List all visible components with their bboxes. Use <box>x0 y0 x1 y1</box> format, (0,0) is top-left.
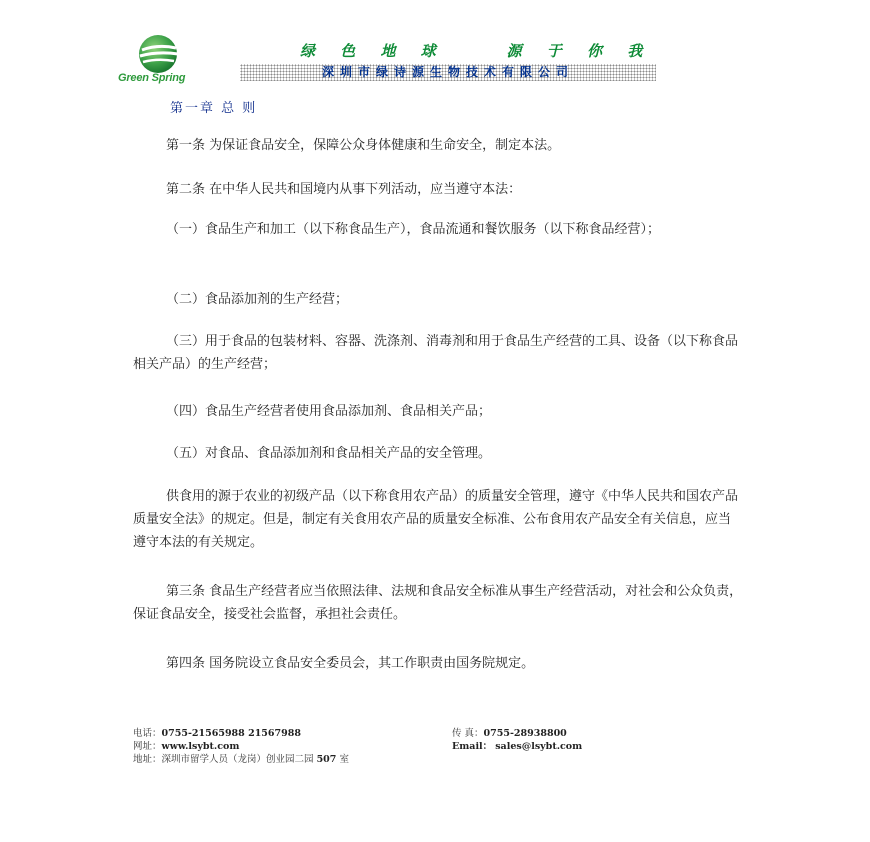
article-paragraph: 供食用的源于农业的初级产品（以下称食用农产品）的质量安全管理，遵守《中华人民共和国农产品质量安全法》的规定。但是，制定有关食用农产品的质量安全标准、公布食用农产品安全有关信息，应当遵守本法的有关规定。 <box>133 489 739 550</box>
email-link[interactable]: sales@lsybt.com <box>495 741 583 752</box>
green-spring-logo-icon <box>118 34 204 74</box>
fax-number: 0755-28938800 <box>483 728 567 739</box>
phone-number: 0755-21565988 21567988 <box>161 728 301 739</box>
footer-fax-line: 传 真：0755-28938800 <box>452 728 567 739</box>
footer-address-line: 地址：深圳市留学人员（龙岗）创业园二园 507 室 <box>133 754 349 765</box>
company-name: 深圳市绿诗源生物技术有限公司 <box>321 65 574 79</box>
article-paragraph: （三）用于食品的包装材料、容器、洗涤剂、消毒剂和用于食品生产经营的工具、设备（以下称食品相关产品）的生产经营； <box>133 334 739 372</box>
article-paragraph: （一）食品生产和加工（以下称食品生产），食品流通和餐饮服务（以下称食品经营）； <box>166 222 661 237</box>
footer-web-line: 网址：www.lsybt.com <box>133 741 240 752</box>
chapter-title: 第一章 总 则 <box>170 101 258 116</box>
article-paragraph: 第四条 国务院设立食品安全委员会，其工作职责由国务院规定。 <box>166 656 535 671</box>
company-logo <box>118 34 204 90</box>
footer-phone-line: 电话：0755-21565988 21567988 <box>133 728 301 739</box>
address-room: 507 <box>316 754 337 765</box>
article-paragraph: 第三条 食品生产经营者应当依照法律、法规和食品安全标准从事生产经营活动，对社会和公众负责，保证食品安全，接受社会监督，承担社会责任。 <box>133 584 743 622</box>
article-paragraph: 第一条 为保证食品安全，保障公众身体健康和生命安全，制定本法。 <box>166 138 561 153</box>
article-paragraph: （五）对食品、食品添加剂和食品相关产品的安全管理。 <box>166 446 492 461</box>
footer-email-line: Email： sales@lsybt.com <box>452 741 583 752</box>
slogan: 绿 色 地 球 源 于 你 我 <box>300 42 653 60</box>
article-paragraph: 第二条 在中华人民共和国境内从事下列活动，应当遵守本法： <box>166 182 522 197</box>
article-paragraph: （二）食品添加剂的生产经营； <box>166 292 349 307</box>
address-text: 深圳市留学人员（龙岗）创业园二园 <box>161 754 314 765</box>
website-link[interactable]: www.lsybt.com <box>161 741 240 752</box>
company-banner <box>240 64 656 81</box>
logo-wordmark: Green Spring <box>118 72 186 84</box>
article-paragraph: （四）食品生产经营者使用食品添加剂、食品相关产品； <box>166 404 492 419</box>
